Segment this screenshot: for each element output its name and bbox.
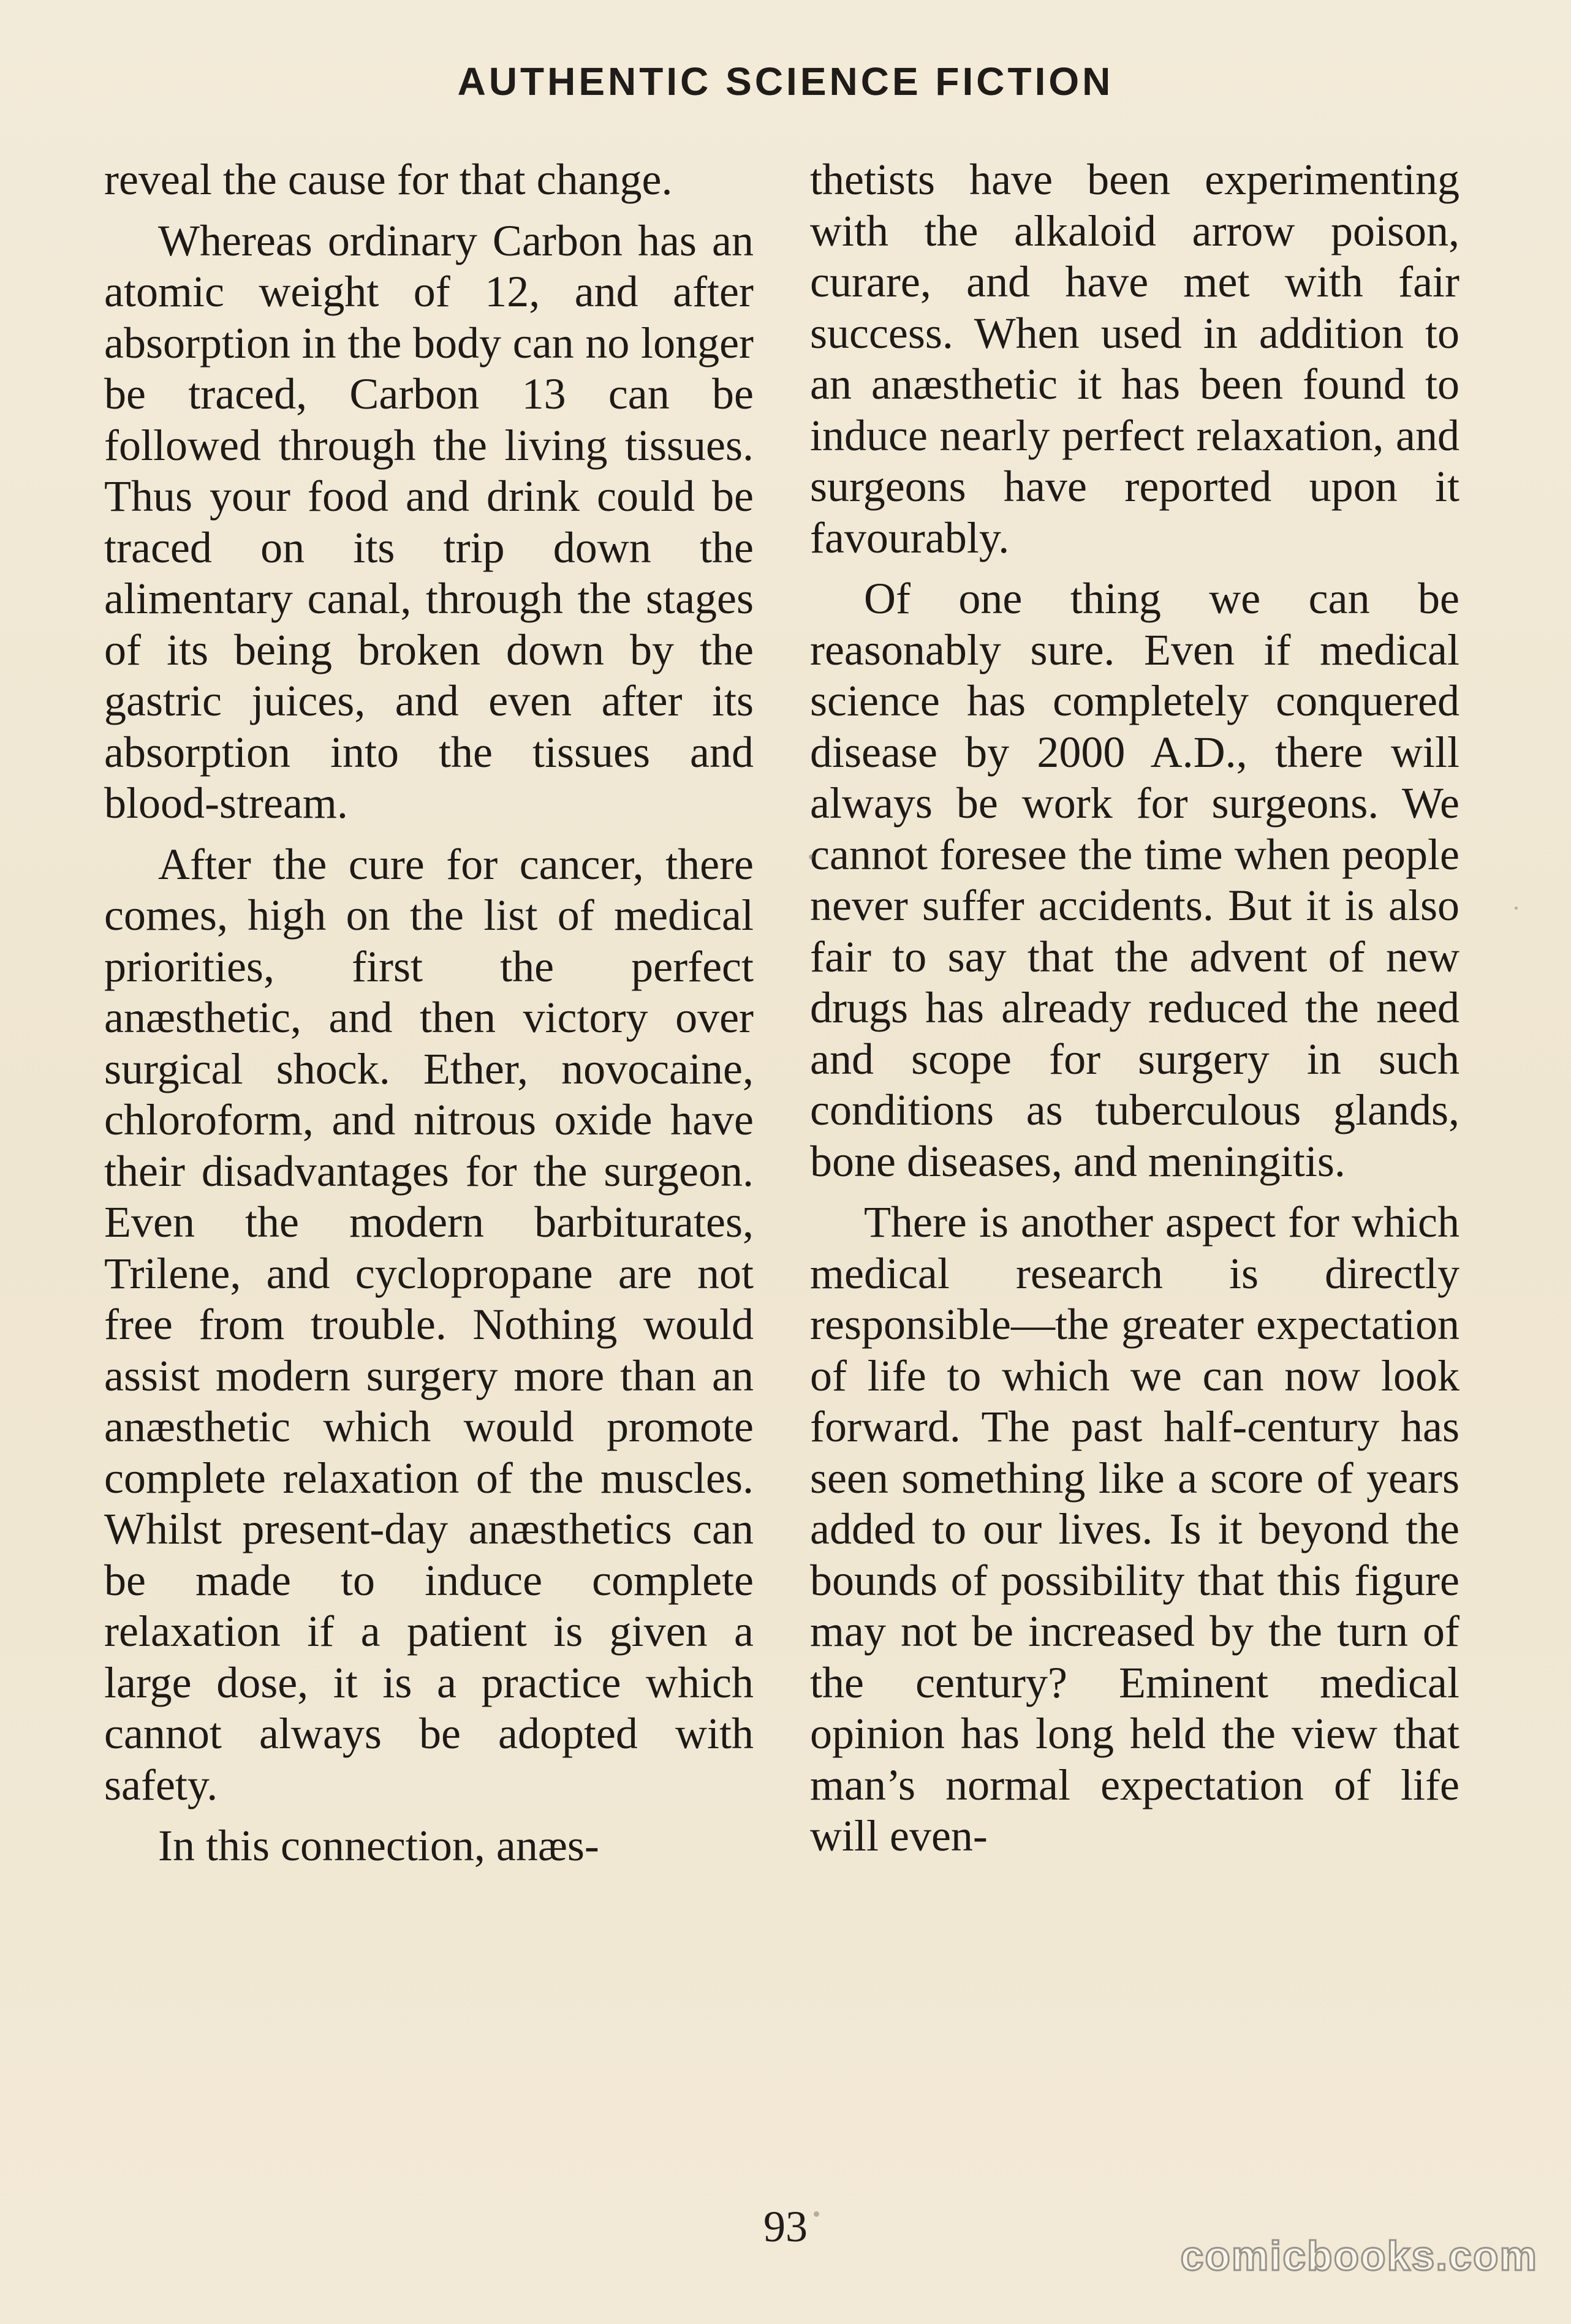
paragraph: After the cure for cancer, there comes, high on the list of medical priorities, first the perfect anæsthetic, and then victory over surgical shock. Ether, novocaine, chloroform, and nitrous oxide have their disadvantages for the surgeon. Even the modern barbiturates, Trilene, and cyclopropane are not free from trouble. Nothing would assist modern surgery more than an anæsthetic which would promote complete relaxation of the muscles. Whilst present-day anæsthetics can be made to induce complete relaxation if a patient is given a large dose, it is a practice which cannot always be adopted with safety. [104,839,754,1809]
paragraph: reveal the cause for that change. [104,155,673,204]
running-head: AUTHENTIC SCIENCE FICTION [457,59,1114,104]
ink-speck [1515,907,1518,910]
paragraph: There is another aspect for which medical research is directly responsible—the greater expectation of life to which we can now look forward. The past half-century has seen something like a score of years added to our lives. Is it beyond the bounds of possibility that this figure may not be increased by the turn of the century? Eminent medical opinion has long held the view that man’s normal expectation of life will even- [810,1198,1459,1860]
ink-speck [809,855,814,859]
page-number: 93 [763,2202,808,2251]
watermark-logo: comicbooks.com [1180,2233,1538,2279]
left-column [104,154,754,1882]
paragraph: In this connection, anæs- [158,1821,599,1870]
paragraph: thetists have been experimenting with the alkaloid arrow poison, curare, and have met with fair success. When used in addition to an anæsthetic it has been found to induce nearly perfect relaxation, and surgeons have reported upon it favourably. [810,155,1459,562]
paragraph: Whereas ordinary Carbon has an atomic weight of 12, and after absorption in the body can no longer be traced, Carbon 13 can be followed through the living tissues. Thus your food and drink could be traced on its trip down the alimentary canal, through the stages of its being broken down by the gastric juices, and even after its absorption into the tissues and blood-stream. [104,216,754,828]
ink-speck [814,2211,819,2217]
paragraph: Of one thing we can be reasonably sure. Even if medical science has completely conquered disease by 2000 A.D., there will always be work for surgeons. We cannot foresee the time when people never suffer accidents. But it is also fair to say that the advent of new drugs has already reduced the need and scope for surgery in such conditions as tuberculous glands, bone diseases, and meningitis. [810,574,1459,1186]
right-column [810,154,1459,1872]
